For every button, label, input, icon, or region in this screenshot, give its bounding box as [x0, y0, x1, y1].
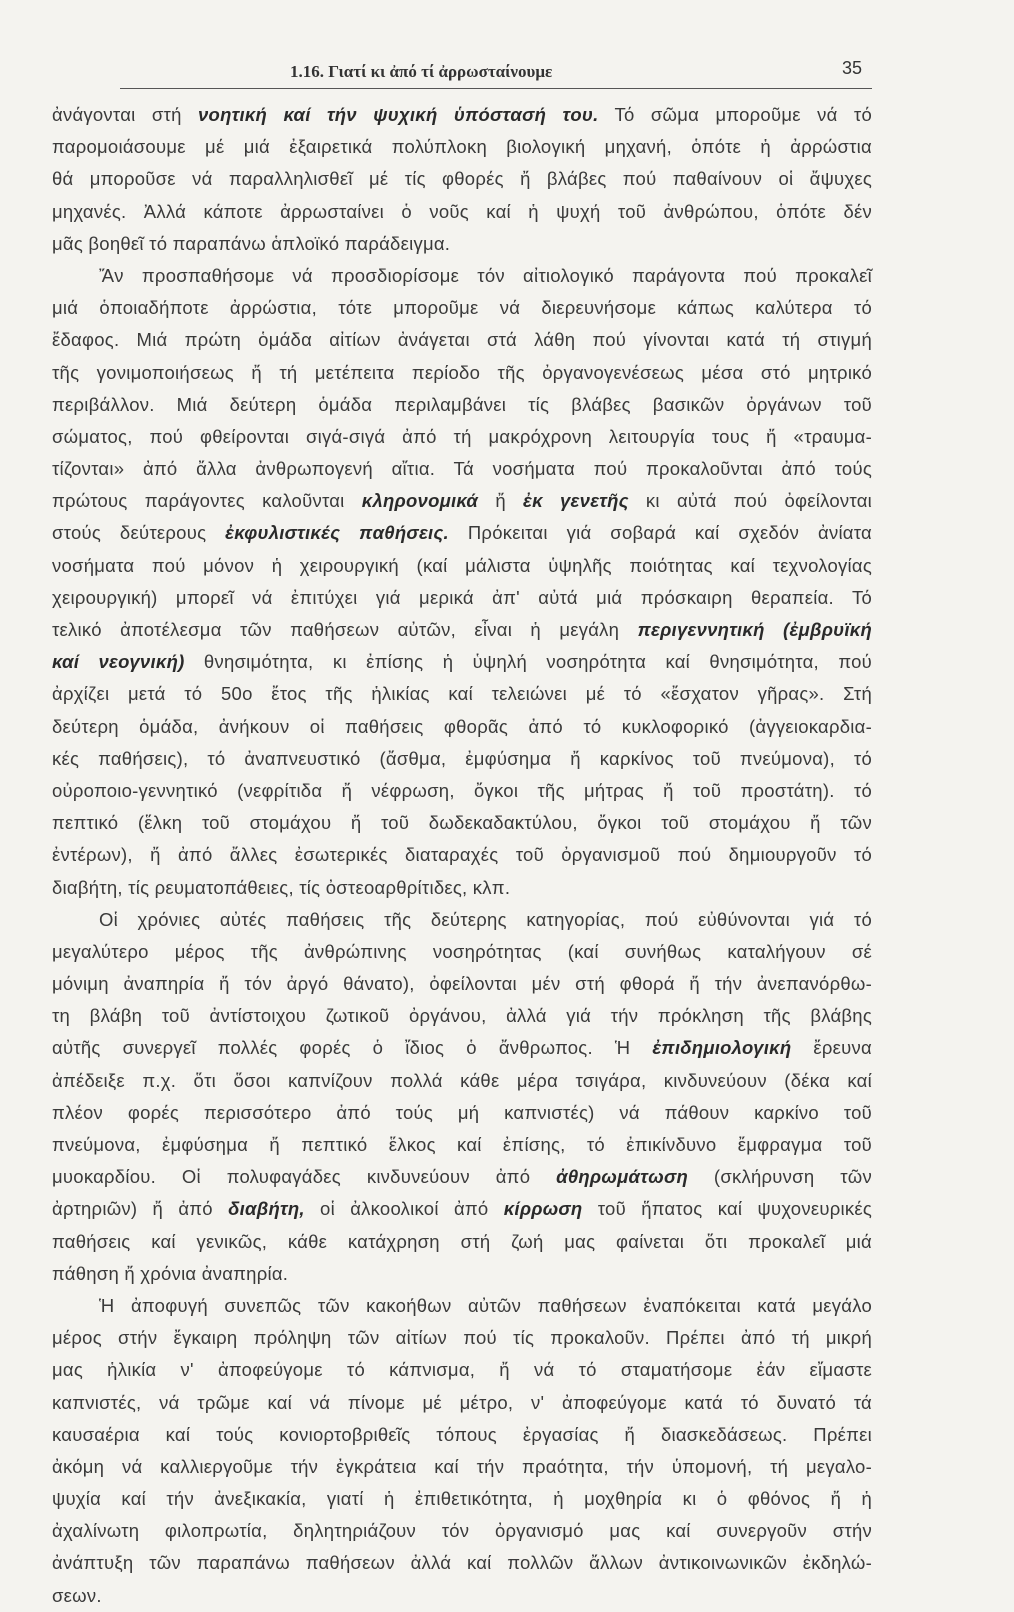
text-line — [52, 517, 872, 549]
text-line — [52, 131, 872, 163]
text-run: ἔρευνα — [791, 1037, 872, 1059]
text-line — [52, 1354, 872, 1386]
running-header — [120, 58, 872, 89]
text-line — [52, 389, 872, 421]
text-run: ἤ — [478, 490, 524, 512]
text-line — [52, 711, 872, 743]
text-run: τῆς γονιμοποιήσεως ἤ τή μετέπειτα περίοδο τῆς ὀργανογενέσεως μέσα στό μητρικό — [52, 361, 872, 383]
text-line — [52, 1387, 872, 1419]
text-line — [52, 839, 872, 871]
text-run: ἀπέδειξε π.χ. ὅτι ὅσοι καπνίζουν πολλά κάθε μέρα τσιγάρα, κινδυνεύουν (δέκα καί — [52, 1069, 872, 1091]
text-line — [52, 163, 872, 195]
text-line — [52, 357, 872, 389]
text-line — [52, 1258, 872, 1290]
text-run: σώματος, πού φθείρονται σιγά-σιγά ἀπό τή μακρόχρονη λειτουργία τους ἤ «τραυμα- — [52, 425, 872, 447]
text-line — [52, 485, 872, 517]
text-run: Οἱ χρόνιες αὐτές παθήσεις τῆς δεύτερης κατηγορίας, πού εὐθύνονται γιά τό — [99, 908, 872, 930]
text-run: τίζονται» ἀπό ἄλλα ἀνθρωπογενή αἴτια. Τά νοσήματα πού προκαλοῦνται ἀπό τούς — [52, 458, 872, 480]
chapter-running-title: 1.16. Γιατί κι ἀπό τί ἀρρωσταίνουμε — [290, 62, 553, 81]
text-run: μας ἡλικία ν' ἀποφεύγομε τό κάπνισμα, ἤ νά τό σταματήσομε ἐάν εἴμαστε — [52, 1359, 872, 1381]
text-run: κι αὐτά πού ὀφείλονται — [628, 490, 872, 512]
text-run: οὐροποιο-γεννητικό (νεφρίτιδα ἤ νέφρωση, ὄγκοι τῆς μήτρας ἤ τοῦ προστάτη). τό — [52, 779, 872, 801]
text-line — [52, 1483, 872, 1515]
text-run: Πρόκειται γιά σοβαρά καί σχεδόν ἀνίατα — [448, 522, 872, 544]
text-run: καπνιστές, νά τρῶμε καί νά πίνομε μέ μέτρο, ν' ἀποφεύγομε κατά τό δυνατό τά — [52, 1391, 872, 1413]
emphasized-term: ἐκ γενετῆς — [523, 490, 629, 512]
text-line — [52, 1193, 872, 1225]
text-line — [52, 1161, 872, 1193]
text-run: τελικό ἀποτέλεσμα τῶν παθήσεων αὐτῶν, εἶναι ἡ μεγάλη — [52, 619, 638, 640]
text-run: τη βλάβη τοῦ ἀντίστοιχου ζωτικοῦ ὀργάνου, ἀλλά γιά τήν πρόκληση τῆς βλάβης — [52, 1005, 872, 1027]
text-line — [52, 1226, 872, 1258]
text-line — [52, 1032, 872, 1064]
text-line — [52, 743, 872, 775]
text-run: μόνιμη ἀναπηρία ἤ τόν ἀργό θάνατο), ὀφείλονται μέν στή φθορά ἤ τήν ἀνεπανόρθω- — [52, 973, 872, 995]
text-run: αὐτῆς συνεργεῖ πολλές φορές ὁ ἴδιος ὁ ἄνθρωπος. Ἡ — [52, 1037, 653, 1059]
text-run: θνησιμότητα, κι ἐπίσης ἡ ὑψηλή νοσηρότητα καί θνησιμότητα, πού — [184, 651, 872, 673]
text-line — [52, 904, 872, 936]
text-run: ψυχία καί τήν ἀνεξικακία, γιατί ἡ ἐπιθετικότητα, ἡ μοχθηρία κι ὁ φθόνος ἤ ἡ — [52, 1488, 872, 1510]
text-line — [52, 968, 872, 1000]
text-run: (σκλήρυνση τῶν — [688, 1166, 872, 1188]
text-line — [52, 807, 872, 839]
text-run: ἀρχίζει μετά τό 50ο ἔτος τῆς ἡλικίας καί τελειώνει μέ τό «ἔσχατον γῆρας». Στή — [52, 683, 872, 705]
text-line — [52, 1515, 872, 1547]
text-run: μᾶς βοηθεῖ τό παραπάνω ἁπλοϊκό παράδειγμα. — [52, 232, 451, 254]
text-run: διαβήτη, τίς ρευματοπάθειες, τίς ὀστεοαρθρίτιδες, κλπ. — [52, 876, 511, 898]
text-run: ἀνάπτυξη τῶν παραπάνω παθήσεων ἀλλά καί πολλῶν ἄλλων ἀντικοινωνικῶν ἐκδηλώ- — [52, 1552, 872, 1574]
page-number: 35 — [841, 58, 862, 78]
text-run: στούς δεύτερους — [52, 522, 226, 544]
text-run: ἀχαλίνωτη φιλοπρωτία, δηλητηριάζουν τόν ὀργανισμό μας καί συνεργοῦν στήν — [52, 1520, 872, 1542]
text-line — [52, 324, 872, 356]
text-run: σεων. — [52, 1584, 102, 1606]
text-run: πάθηση ἤ χρόνια ἀναπηρία. — [52, 1262, 289, 1284]
text-line — [52, 1547, 872, 1579]
text-run: πνεύμονα, ἐμφύσημα ἤ πεπτικό ἕλκος καί ἐπίσης, τό ἐπικίνδυνο ἔμφραγμα τοῦ — [52, 1134, 872, 1155]
text-run: ἔδαφος. Μιά πρώτη ὁμάδα αἰτίων ἀνάγεται στά λάθη πού γίνονται κατά τή στιγμή — [52, 329, 872, 351]
text-line — [52, 1097, 872, 1129]
text-run: θά μποροῦσε νά παραλληλισθεῖ μέ τίς φθορές ἤ βλάβες πού παθαίνουν οἱ ἄψυχες — [52, 168, 872, 190]
text-line — [52, 646, 872, 678]
text-run: μεγαλύτερο μέρος τῆς ἀνθρώπινης νοσηρότητας (καί συνήθως καταλήγουν σέ — [52, 940, 872, 962]
text-run: νοσήματα πού μόνον ἡ χειρουργική (καί μάλιστα ὑψηλῆς ποιότητας καί τεχνολογίας — [52, 554, 872, 576]
emphasized-term: διαβήτη, — [228, 1198, 305, 1220]
text-run: κές παθήσεις), τό ἀναπνευστικό (ἄσθμα, ἐμφύσημα ἤ καρκίνος τοῦ πνεύμονα), τό — [52, 747, 872, 769]
text-line — [52, 228, 872, 260]
text-line — [52, 614, 872, 646]
emphasized-term: κληρονομικά — [361, 490, 479, 512]
text-line — [52, 678, 872, 710]
text-line — [52, 550, 872, 582]
text-run: μηχανές. Ἀλλά κάποτε ἀρρωσταίνει ὁ νοῦς καί ἡ ψυχή τοῦ ἀνθρώπου, ὁπότε δέν — [52, 200, 872, 222]
emphasized-term: ἀθηρωμάτωση — [556, 1166, 689, 1188]
text-line — [52, 99, 872, 131]
text-line — [52, 582, 872, 614]
text-run: ἐντέρων), ἤ ἀπό ἄλλες ἐσωτερικές διαταραχές τοῦ ὀργανισμοῦ πού δημιουργοῦν τό — [52, 844, 872, 866]
text-run: ἀρτηριῶν) ἤ ἀπό — [52, 1198, 229, 1220]
text-line — [52, 872, 872, 904]
text-run: ἀκόμη νά καλλιεργοῦμε τήν ἐγκράτεια καί τήν πραότητα, τήν ὑπομονή, τή μεγαλο- — [52, 1455, 872, 1477]
text-run: τοῦ ἥπατος καί ψυχονευρικές — [582, 1198, 872, 1220]
text-line — [52, 1065, 872, 1097]
text-line — [52, 1290, 872, 1322]
text-run: παρομοιάσουμε μέ μιά ἐξαιρετικά πολύπλοκη βιολογική μηχανή, ὁπότε ἡ ἀρρώστια — [52, 136, 872, 158]
emphasized-term: ἐκφυλιστικές παθήσεις. — [225, 522, 449, 544]
text-line — [52, 1580, 872, 1612]
text-run: πεπτικό (ἕλκη τοῦ στομάχου ἤ τοῦ δωδεκαδακτύλου, ὄγκοι τοῦ στομάχου ἤ τῶν — [52, 812, 872, 834]
text-line — [52, 421, 872, 453]
text-run: καυσαέρια καί τούς κονιορτοβριθεῖς τόπους ἐργασίας ἤ διασκεδάσεως. Πρέπει — [52, 1423, 872, 1445]
text-line — [52, 1451, 872, 1483]
text-run: μυοκαρδίου. Οἱ πολυφαγάδες κινδυνεύουν ἀπό — [52, 1166, 557, 1188]
emphasized-term: περιγεννητική (ἐμβρυϊκή — [637, 619, 872, 640]
text-run: παθήσεις καί γενικῶς, κάθε κατάχρηση στή ζωή μας φαίνεται ὅτι προκαλεῖ μιά — [52, 1230, 872, 1252]
text-run: περιβάλλον. Μιά δεύτερη ὁμάδα περιλαμβάνει τίς βλάβες βασικῶν ὀργάνων τοῦ — [52, 393, 872, 415]
text-run: Ἡ ἀποφυγή συνεπῶς τῶν κακοήθων αὐτῶν παθήσεων ἐναπόκειται κατά μεγάλο — [99, 1294, 872, 1316]
text-line — [52, 1000, 872, 1032]
text-run: χειρουργική) μπορεῖ νά ἐπιτύχει γιά μερικά ἀπ' αὐτά μιά πρόσκαιρη θεραπεία. Τό — [52, 586, 872, 608]
text-run: πρώτους παράγοντες καλοῦνται — [52, 490, 362, 512]
text-line — [52, 1322, 872, 1354]
text-line — [52, 936, 872, 968]
text-run: Τό σῶμα μποροῦμε νά τό — [598, 104, 872, 125]
text-run: δεύτερη ὁμάδα, ἀνήκουν οἱ παθήσεις φθορᾶς ἀπό τό κυκλοφορικό (ἀγγειοκαρδια- — [52, 715, 872, 737]
text-line — [52, 292, 872, 324]
text-run: Ἄν προσπαθήσομε νά προσδιορίσομε τόν αἰτιολογικό παράγοντα πού προκαλεῖ — [99, 264, 872, 286]
text-line — [52, 1129, 872, 1161]
emphasized-term: ἐπιδημιολογική — [652, 1037, 792, 1059]
text-run: ἀνάγονται στή — [52, 104, 198, 125]
body-text — [52, 99, 872, 1612]
text-run: οἱ ἀλκοολικοί ἀπό — [304, 1198, 504, 1220]
text-line — [52, 1419, 872, 1451]
text-run: μέρος στήν ἔγκαιρη πρόληψη τῶν αἰτίων πού τίς προκαλοῦν. Πρέπει ἀπό τή μικρή — [52, 1327, 872, 1349]
text-line — [52, 260, 872, 292]
emphasized-term: κίρρωση — [503, 1198, 583, 1220]
text-line — [52, 196, 872, 228]
emphasized-term: νοητική καί τήν ψυχική ὑπόστασή του. — [198, 104, 599, 125]
text-line — [52, 453, 872, 485]
emphasized-term: καί νεογνική) — [52, 651, 185, 673]
text-run: πλέον φορές περισσότερο ἀπό τούς μή καπνιστές) νά πάθουν καρκίνο τοῦ — [52, 1101, 872, 1123]
text-run: μιά ὁποιαδήποτε ἀρρώστια, τότε μποροῦμε νά διερευνήσομε κάπως καλύτερα τό — [52, 297, 872, 319]
text-line — [52, 775, 872, 807]
